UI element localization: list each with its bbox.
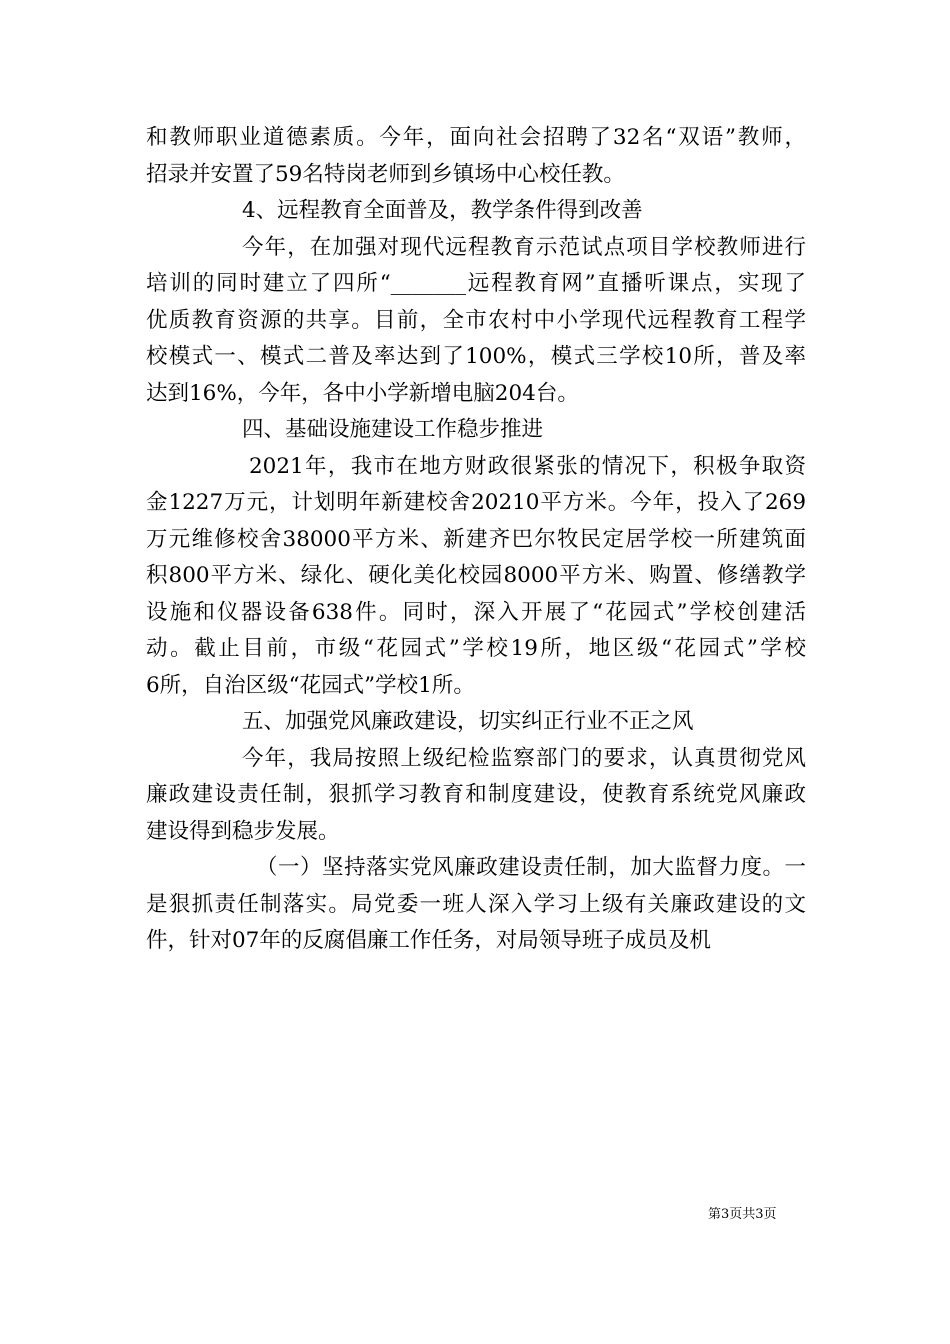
section-heading: 四、基础设施建设工作稳步推进 — [242, 417, 544, 442]
text-line: 动。截止目前，市级“花园式”学校19所，地区级“花园式”学校 — [146, 636, 806, 661]
text-line: 和教师职业道德素质。今年，面向社会招聘了32名“双语”教师， — [146, 125, 806, 150]
text-line: 是狠抓责任制落实。局党委一班人深入学习上级有关廉政建设的文 — [146, 891, 806, 917]
section-heading: 五、加强党风廉政建设，切实纠正行业不正之风 — [242, 709, 694, 734]
text-line: 廉政建设责任制，狠抓学习教育和制度建设，使教育系统党风廉政 — [146, 782, 806, 807]
text-line: 金1227万元，计划明年新建校舍20210平方米。今年，投入了269 — [146, 490, 806, 515]
page-number: 第3页共3页 — [708, 1207, 777, 1222]
text-line: 达到16%，今年，各中小学新增电脑204台。 — [146, 380, 579, 406]
text-line: 今年，在加强对现代远程教育示范试点项目学校教师进行 — [242, 234, 806, 260]
text-line: 校模式一、模式二普及率达到了100%，模式三学校10所，普及率 — [146, 344, 806, 369]
text-line: 万元维修校舍38000平方米、新建齐巴尔牧民定居学校一所建筑面 — [146, 526, 806, 552]
text-line: 积800平方米、绿化、硬化美化校园8000平方米、购置、修缮教学 — [146, 563, 806, 588]
text-line: （一）坚持落实党风廉政建设责任制，加大监督力度。一 — [256, 855, 806, 880]
text-line: 培训的同时建立了四所“_______远程教育网”直播听课点，实现了 — [146, 271, 806, 296]
text-line: 招录并安置了59名特岗老师到乡镇场中心校任教。 — [146, 161, 625, 187]
text-line: 件，针对07年的反腐倡廉工作任务，对局领导班子成员及机 — [146, 928, 711, 953]
text-line: 建设得到稳步发展。 — [146, 818, 340, 844]
text-line: 优质教育资源的共享。目前，全市农村中小学现代远程教育工程学 — [146, 307, 806, 333]
text-line: 6所，自治区级“花园式”学校1所。 — [146, 672, 475, 698]
section-heading: 4、远程教育全面普及，教学条件得到改善 — [242, 198, 643, 223]
text-line: 设施和仪器设备638件。同时，深入开展了“花园式”学校创建活 — [146, 599, 806, 625]
text-line: 今年，我局按照上级纪检监察部门的要求，认真贯彻党风 — [242, 745, 806, 771]
text-line: 2021年，我市在地方财政很紧张的情况下，积极争取资 — [249, 453, 806, 479]
document-body — [146, 120, 806, 960]
